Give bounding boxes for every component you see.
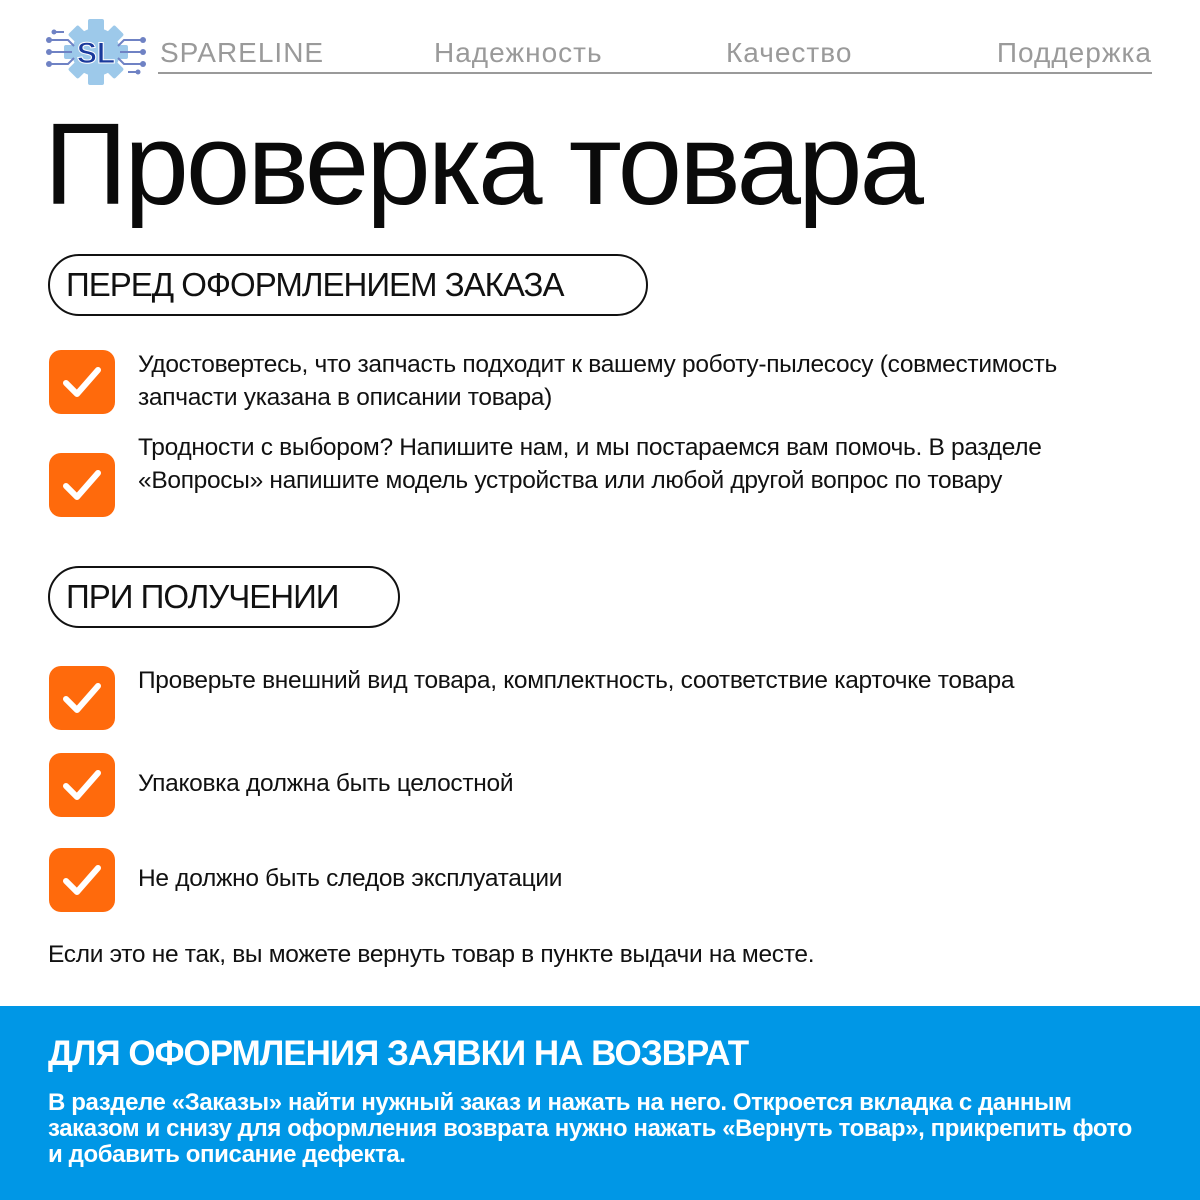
list-item: Удостовертесь, что запчасть подходит к вашему роботу-пылесосу (совместимость запчасти указана в описании товара) xyxy=(138,351,1057,411)
nav-item-quality[interactable]: Качество xyxy=(726,37,853,68)
checkmark-icon xyxy=(49,848,115,912)
nav-item-support[interactable]: Поддержка xyxy=(996,37,1152,68)
circuit-gear-logo-icon xyxy=(46,18,146,86)
checkmark-icon xyxy=(49,666,115,730)
header xyxy=(46,18,1152,90)
footer-title: ДЛЯ ОФОРМЛЕНИЯ ЗАЯВКИ НА ВОЗВРАТ xyxy=(48,1034,749,1073)
list-item: Тродности с выбором? Напишите нам, и мы постараемся вам помочь. В разделе «Вопросы» напишите модель устройства или любой другой вопрос по товару xyxy=(138,434,1042,494)
footer-return-info xyxy=(0,1006,1200,1200)
checkmark-icon xyxy=(49,453,115,517)
checkmark-icon xyxy=(49,350,115,414)
section-badge-on-receipt: ПРИ ПОЛУЧЕНИИ xyxy=(48,566,400,628)
nav-item-reliability[interactable]: Надежность xyxy=(434,37,603,68)
return-note: Если это не так, вы можете вернуть товар в пункте выдачи на месте. xyxy=(48,941,815,968)
page-title: Проверка товара xyxy=(44,99,921,229)
footer-text: В разделе «Заказы» найти нужный заказ и нажать на него. Откроется вкладка с данным заказом и снизу для оформления возврата нужно нажать «Вернуть товар», прикрепить фото и добавить описание дефекта. xyxy=(48,1089,1132,1168)
top-nav xyxy=(158,36,1152,74)
checkmark-icon xyxy=(49,753,115,817)
spareline-logo[interactable] xyxy=(46,18,146,86)
logo-text: SL xyxy=(76,37,116,70)
list-item: Упаковка должна быть целостной xyxy=(138,770,514,797)
nav-brand[interactable]: SPARELINE xyxy=(160,37,325,68)
section-badge-before-order: ПЕРЕД ОФОРМЛЕНИЕМ ЗАКАЗА xyxy=(48,254,648,316)
list-item: Не должно быть следов эксплуатации xyxy=(138,865,563,892)
list-item: Проверьте внешний вид товара, комплектность, соответствие карточке товара xyxy=(138,667,1015,694)
